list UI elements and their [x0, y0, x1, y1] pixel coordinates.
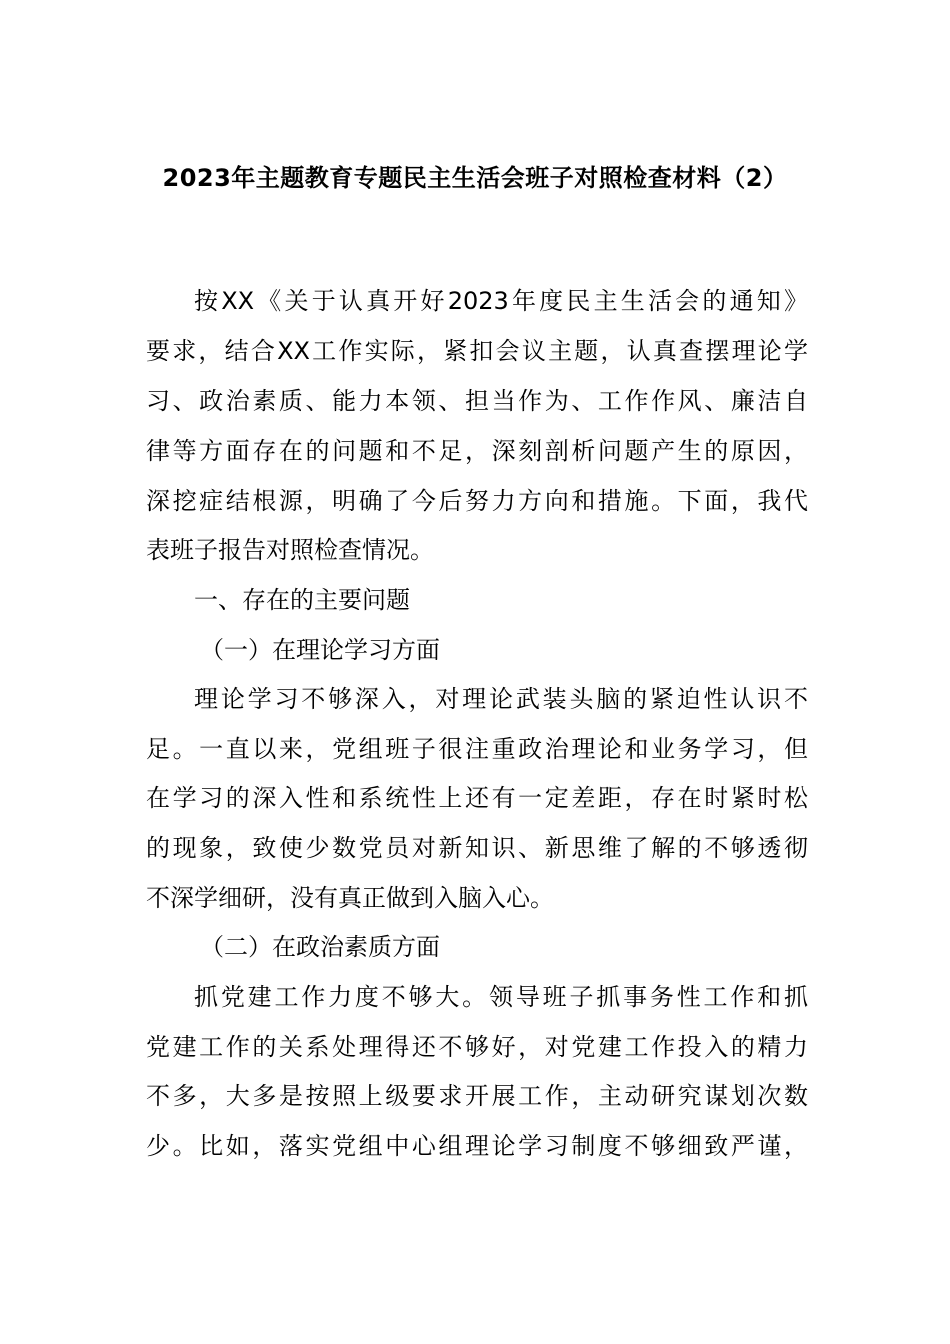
paragraph-line: 不深学细研，没有真正做到入脑入心。	[146, 884, 554, 912]
paragraph-line: 律等方面存在的问题和不足，深刻剖析问题产生的原因，	[146, 437, 808, 465]
paragraph-line: 在学习的深入性和系统性上还有一定差距，存在时紧时松	[146, 784, 808, 812]
paragraph-line: 深挖症结根源，明确了今后努力方向和措施。下面，我代	[146, 487, 808, 515]
paragraph-line: 要求，结合XX工作实际，紧扣会议主题，认真查摆理论学	[146, 337, 808, 365]
subsection-heading: （二）在政治素质方面	[200, 933, 440, 961]
paragraph-line: 表班子报告对照检查情况。	[146, 536, 434, 564]
paragraph-line: 按XX《关于认真开好2023年度民主生活会的通知》	[194, 287, 808, 315]
paragraph-line: 不多，大多是按照上级要求开展工作，主动研究谋划次数	[146, 1082, 808, 1110]
paragraph-line: 的现象，致使少数党员对新知识、新思维了解的不够透彻	[146, 834, 808, 862]
document-title: 2023年主题教育专题民主生活会班子对照检查材料（2）	[162, 164, 788, 192]
paragraph-line: 少。比如，落实党组中心组理论学习制度不够细致严谨，	[146, 1132, 808, 1160]
paragraph-line: 足。一直以来，党组班子很注重政治理论和业务学习，但	[146, 735, 808, 763]
paragraph-line: 抓党建工作力度不够大。领导班子抓事务性工作和抓	[194, 983, 808, 1011]
paragraph-line: 理论学习不够深入，对理论武装头脑的紧迫性认识不	[194, 685, 808, 713]
paragraph-line: 习、政治素质、能力本领、担当作为、工作作风、廉洁自	[146, 387, 808, 415]
subsection-heading: （一）在理论学习方面	[200, 636, 440, 664]
paragraph-line: 党建工作的关系处理得还不够好，对党建工作投入的精力	[146, 1033, 808, 1061]
section-heading: 一、存在的主要问题	[194, 586, 410, 614]
